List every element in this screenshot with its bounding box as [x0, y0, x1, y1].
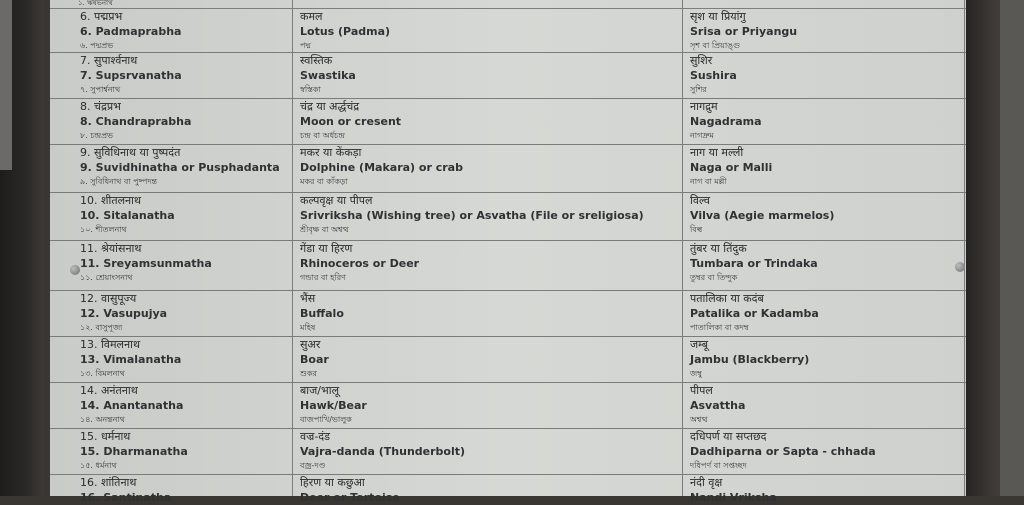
name-english: 14. Anantanatha: [80, 399, 184, 412]
name-hindi: 9. सुविधिनाथ या पुष्पदंत: [80, 146, 181, 159]
background-wall-left: [0, 0, 12, 170]
symbol-english: Deer or Tortoise: [300, 491, 400, 504]
table-row: [50, 290, 966, 337]
tree-cell: [690, 144, 960, 192]
name-hindi: 14. अनंतनाथ: [80, 384, 138, 397]
name-bengali: ১১. শ্রেয়াংসনাথ: [80, 273, 133, 282]
name-cell: [80, 8, 290, 52]
symbol-cell: [300, 98, 680, 144]
tree-bengali: জম্বু: [690, 369, 702, 378]
tree-cell: [690, 192, 960, 240]
tree-hindi: जम्बू: [690, 338, 709, 351]
name-cell: [80, 382, 290, 428]
tree-bengali: তুম্বর বা তিন্দুক: [690, 273, 738, 282]
symbol-english: Moon or cresent: [300, 115, 402, 128]
symbol-cell: [300, 8, 680, 52]
name-hindi: 16. शांतिनाथ: [80, 476, 137, 489]
name-english: 12. Vasupujya: [80, 307, 168, 320]
tree-bengali: সৃশ বা প্রিয়াঙ্গু: [690, 41, 741, 50]
symbol-english: Swastika: [300, 69, 356, 82]
symbol-hindi: वज्र-दंड: [300, 430, 331, 443]
name-bengali: ৭. সুপার্শ্বনাথ: [80, 85, 121, 94]
name-cell: [80, 290, 290, 336]
name-hindi: 6. पद्मप्रभ: [80, 10, 123, 23]
tree-english: Tumbara or Trindaka: [690, 257, 818, 270]
tree-cell: [690, 382, 960, 428]
mounting-screw: [955, 262, 965, 272]
table-row: [50, 144, 966, 193]
symbol-english: Boar: [300, 353, 329, 366]
name-hindi: 7. सुपार्श्वनाथ: [80, 54, 138, 67]
table-row: [50, 336, 966, 383]
symbol-english: Lotus (Padma): [300, 25, 391, 38]
name-english: 13. Vimalanatha: [80, 353, 182, 366]
symbol-cell: [300, 52, 680, 98]
name-bengali: ১৪. অনন্তনাথ: [80, 415, 125, 424]
tree-english: Nandi Vriksha: [690, 491, 777, 504]
tree-cell: [690, 98, 960, 144]
tree-english: Patalika or Kadamba: [690, 307, 819, 320]
name-cell: [80, 52, 290, 98]
table-row: [50, 98, 966, 145]
name-english: 16. Santinatha: [80, 491, 172, 504]
name-cell: [80, 144, 290, 192]
tree-english: Jambu (Blackberry): [690, 353, 810, 366]
symbol-bengali: শুকর: [300, 369, 317, 378]
table-row: [50, 8, 966, 53]
name-english: 9. Suvidhinatha or Pusphadanta: [80, 161, 280, 174]
symbol-english: Srivriksha (Wishing tree) or Asvatha (File or sreligiosa): [300, 209, 644, 222]
name-cell: [80, 98, 290, 144]
name-hindi: 15. धर्मनाथ: [80, 430, 131, 443]
tree-hindi: नाग या मल्ली: [690, 146, 744, 159]
symbol-hindi: चंद्र या अर्द्धचंद्र: [300, 100, 360, 113]
tree-english: Srisa or Priyangu: [690, 25, 798, 38]
tree-bengali: নাগ বা মল্লী: [690, 177, 727, 186]
tree-bengali: বিল্ব: [690, 225, 703, 234]
symbol-english: Dolphine (Makara) or crab: [300, 161, 463, 174]
mounting-screw: [70, 265, 80, 275]
symbol-bengali: পদ্ম: [300, 41, 312, 50]
name-cell: [80, 428, 290, 474]
tree-cell: [690, 240, 960, 290]
tree-english: Asvattha: [690, 399, 746, 412]
symbol-hindi: मकर या केंकड़ा: [300, 146, 362, 159]
table-row: [50, 382, 966, 429]
symbol-cell: [300, 144, 680, 192]
name-hindi: 13. विमलनाथ: [80, 338, 140, 351]
name-hindi: 11. श्रेयांसनाथ: [80, 242, 142, 255]
name-bengali: ১২. বাসুপূজ্য: [80, 323, 123, 332]
symbol-cell: [300, 382, 680, 428]
symbol-hindi: भैंस: [300, 292, 316, 305]
symbol-bengali: স্বস্তিকা: [300, 85, 321, 94]
name-english: 7. Supsrvanatha: [80, 69, 182, 82]
symbol-bengali: মকর বা কাঁকড়া: [300, 177, 348, 186]
name-english: 15. Dharmanatha: [80, 445, 188, 458]
name-hindi: 12. वासुपूज्य: [80, 292, 137, 305]
tree-cell: [690, 474, 960, 504]
symbol-hindi: सुअर: [300, 338, 321, 351]
tree-cell: [690, 336, 960, 382]
name-cell: [80, 474, 290, 504]
name-english: 6. Padmaprabha: [80, 25, 182, 38]
tree-hindi: नागद्रुम: [690, 100, 718, 113]
tree-hindi: पतालिका या कदंब: [690, 292, 764, 305]
tree-hindi: सृश या प्रियांगु: [690, 10, 746, 23]
name-bengali: ৬. পদ্মপ্রভ: [80, 41, 114, 50]
symbol-bengali: বজ্র-দণ্ড: [300, 461, 326, 470]
symbol-bengali: গন্ডার বা হরিণ: [300, 273, 346, 282]
tree-hindi: पीपल: [690, 384, 713, 397]
name-hindi: 10. शीतलनाथ: [80, 194, 142, 207]
tree-cell: [690, 52, 960, 98]
table-row: [50, 52, 966, 99]
cropped-top-text: ১. ঋষভনাথ: [78, 0, 113, 7]
symbol-bengali: মহিষ: [300, 323, 316, 332]
symbol-hindi: गेंडा या हिरण: [300, 242, 353, 255]
tree-bengali: সুশির: [690, 85, 707, 94]
name-bengali: ১৫. ধর্মনাথ: [80, 461, 117, 470]
symbol-english: Hawk/Bear: [300, 399, 367, 412]
tree-english: Vilva (Aegie marmelos): [690, 209, 835, 222]
symbol-cell: [300, 428, 680, 474]
table-row: [50, 428, 966, 475]
name-english: 8. Chandraprabha: [80, 115, 192, 128]
tree-cell: [690, 428, 960, 474]
symbol-hindi: हिरण या कछुआ: [300, 476, 365, 489]
tree-hindi: तुंबर या तिंदुक: [690, 242, 747, 255]
symbol-bengali: বাজপাখি/ভালুক: [300, 415, 352, 424]
tree-english: Sushira: [690, 69, 737, 82]
symbol-hindi: कल्पवृक्ष या पीपल: [300, 194, 373, 207]
symbol-english: Rhinoceros or Deer: [300, 257, 420, 270]
symbol-english: Vajra-danda (Thunderbolt): [300, 445, 466, 458]
tree-english: Nagadrama: [690, 115, 762, 128]
name-bengali: ৮. চন্দ্রপ্রভ: [80, 131, 113, 140]
background-wall-right: [1000, 0, 1024, 496]
symbol-bengali: চন্দ্র বা অর্ধচন্দ্র: [300, 131, 345, 140]
name-bengali: ১৩. বিমলনাথ: [80, 369, 125, 378]
tree-english: Dadhiparna or Sapta - chhada: [690, 445, 876, 458]
symbol-cell: [300, 336, 680, 382]
tree-cell: [690, 8, 960, 52]
name-hindi: 8. चंद्रप्रभ: [80, 100, 121, 113]
symbol-bengali: শ্রীবৃক্ষ বা অশ্বত্থ: [300, 225, 349, 234]
tree-english: Naga or Malli: [690, 161, 773, 174]
tree-hindi: नंदी वृक्ष: [690, 476, 723, 489]
name-bengali: ৯. সুবিধিনাথ বা পুষ্পদন্ত: [80, 177, 158, 186]
tree-hindi: विल्व: [690, 194, 711, 207]
name-english: 10. Sitalanatha: [80, 209, 175, 222]
tree-cell: [690, 290, 960, 336]
tree-bengali: দধিপর্ণ বা সপ্তচ্ছদ: [690, 461, 747, 470]
symbol-cell: [300, 240, 680, 290]
table-row: [50, 474, 966, 504]
name-cell: [80, 336, 290, 382]
tree-bengali: পাতালিকা বা কদম্ব: [690, 323, 749, 332]
tree-bengali: নাগদ্রুম: [690, 131, 714, 140]
tree-bengali: অশ্বত্থ: [690, 415, 708, 424]
table-row: [50, 192, 966, 241]
symbol-english: Buffalo: [300, 307, 344, 320]
tree-hindi: सुशिर: [690, 54, 713, 67]
symbol-hindi: बाज/भालू: [300, 384, 340, 397]
information-panel: [50, 0, 966, 504]
name-cell: [80, 240, 290, 290]
symbol-cell: [300, 192, 680, 240]
tree-hindi: दधिपर्ण या सप्तछद: [690, 430, 767, 443]
name-english: 11. Sreyamsunmatha: [80, 257, 212, 270]
name-bengali: ১০. শীতলনাথ: [80, 225, 127, 234]
table-row: [50, 240, 966, 291]
name-cell: [80, 192, 290, 240]
symbol-cell: [300, 474, 680, 504]
symbol-cell: [300, 290, 680, 336]
symbol-hindi: स्वस्तिक: [300, 54, 333, 67]
symbol-hindi: कमल: [300, 10, 323, 23]
